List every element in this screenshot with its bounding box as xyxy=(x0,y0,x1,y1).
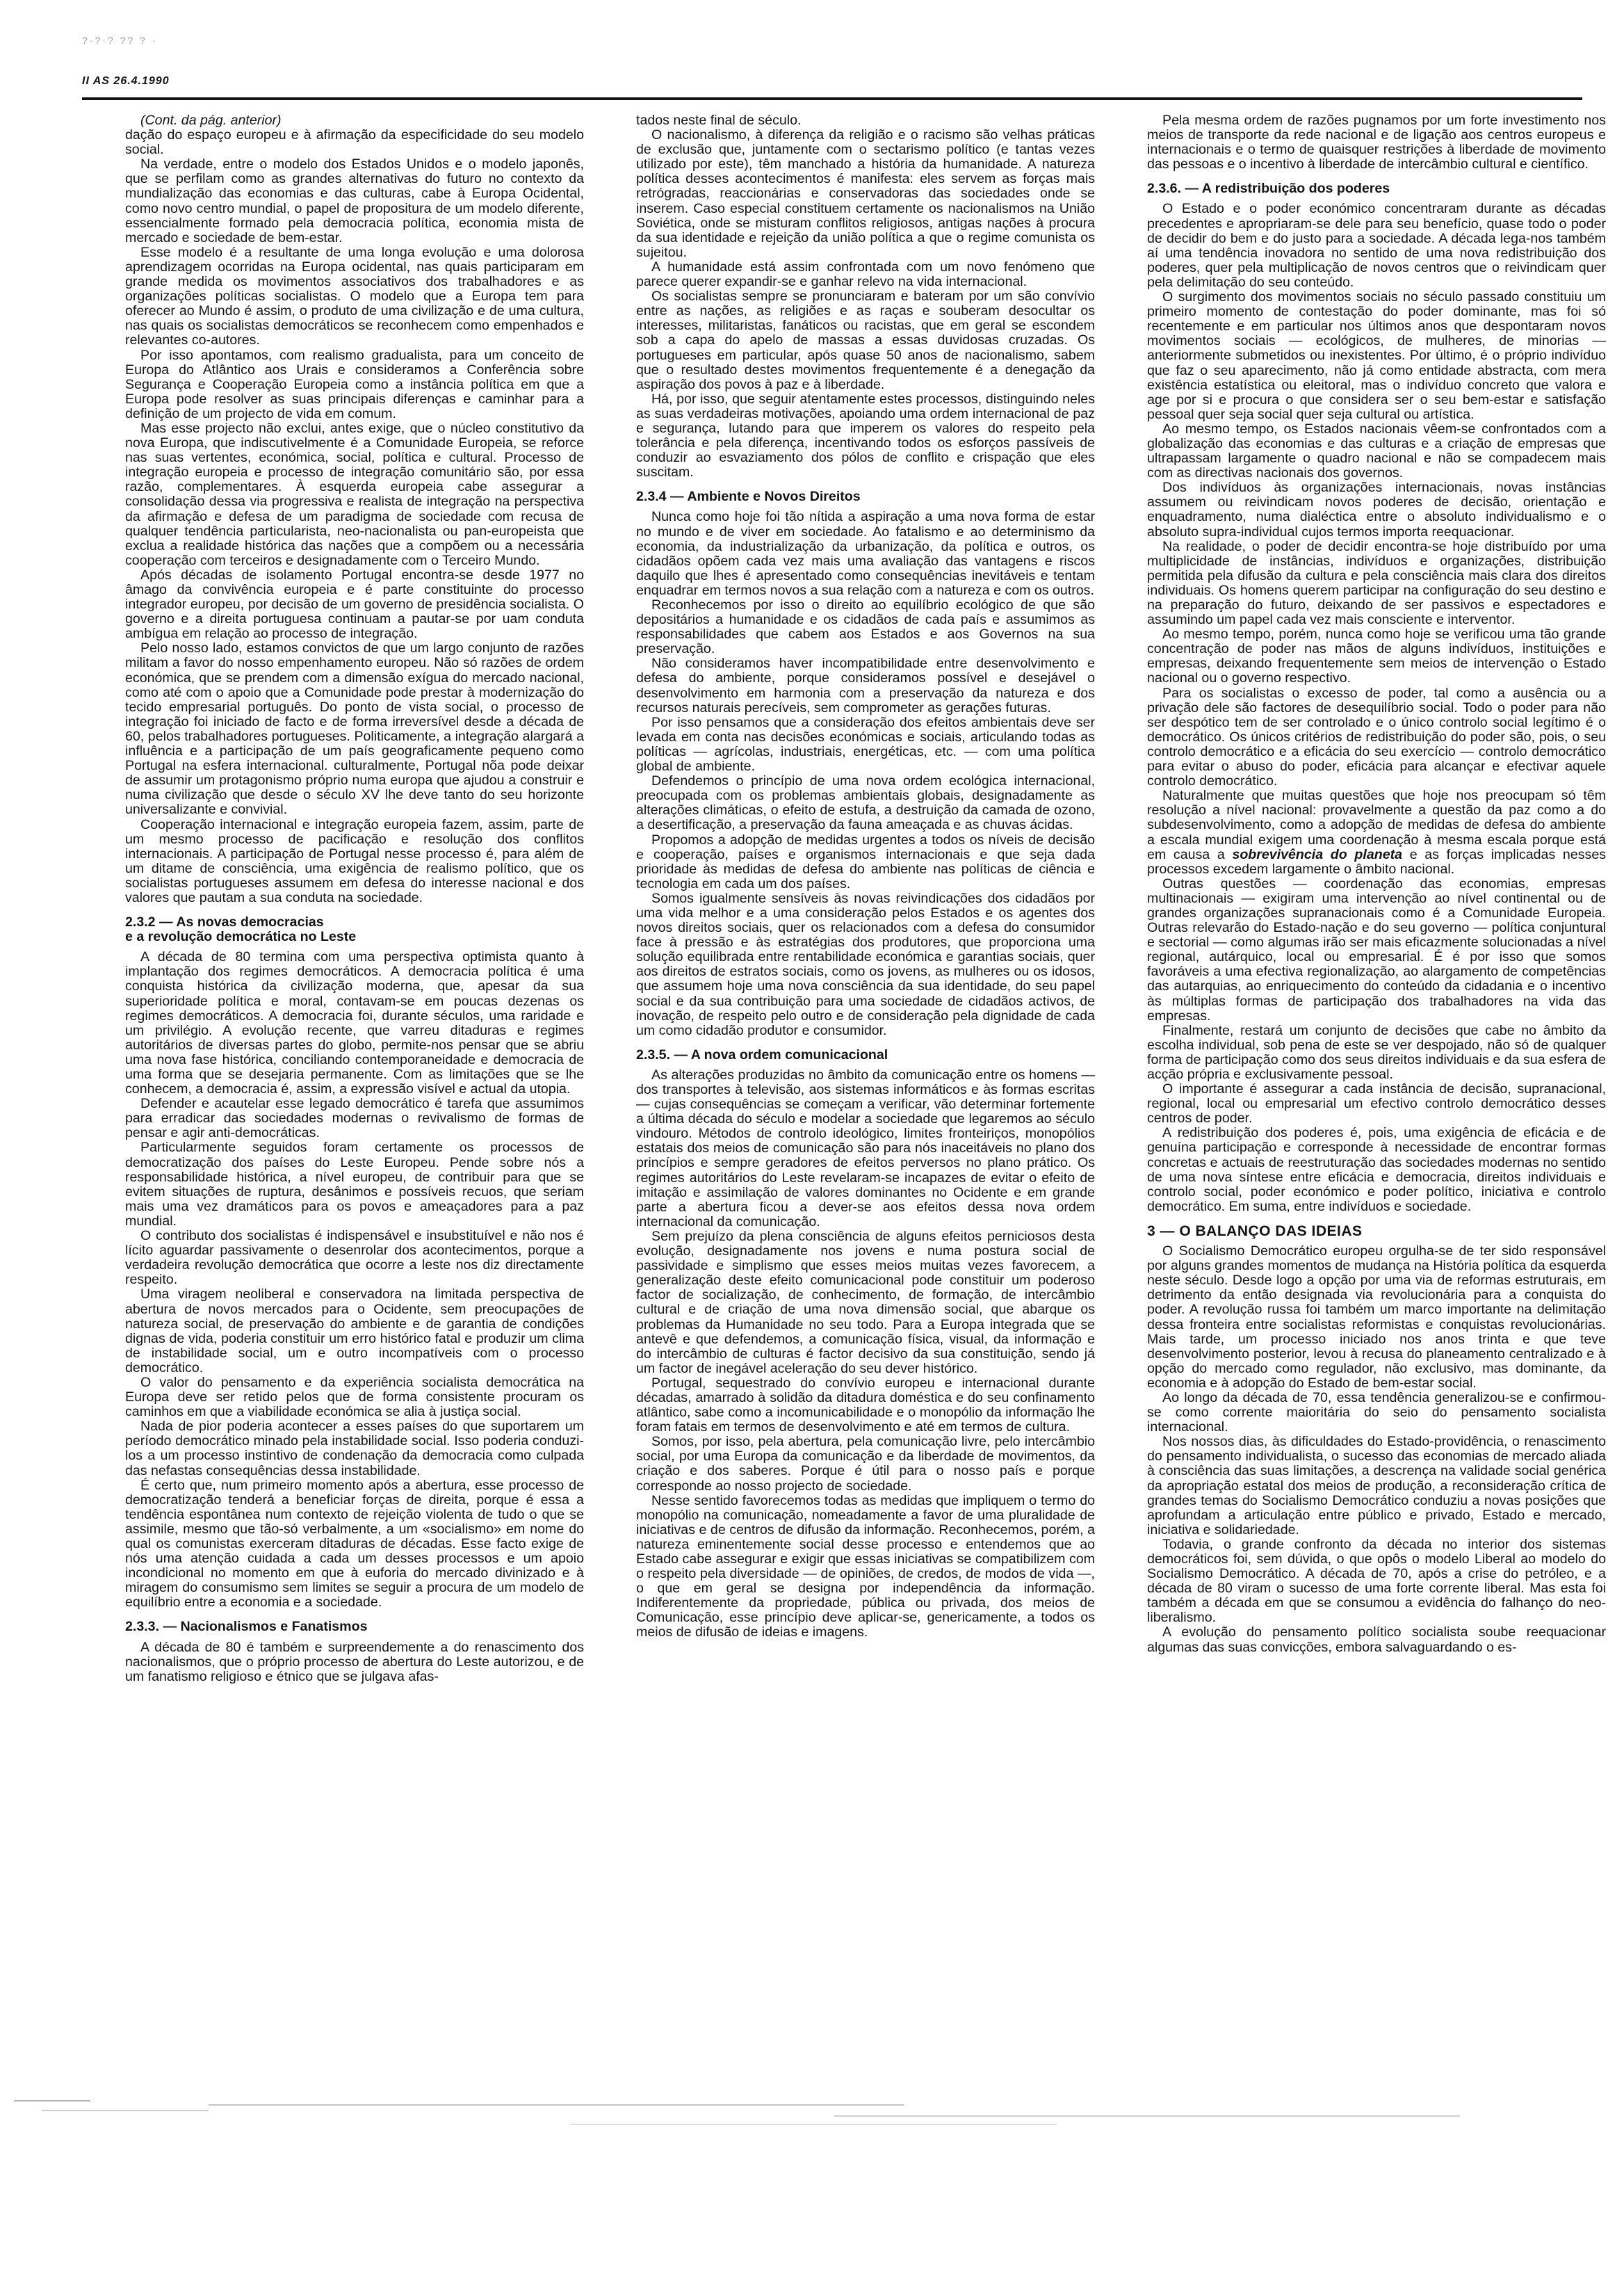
paragraph: Nos nossos dias, às dificuldades do Estado-providência, o renascimento do pensamento individualista, o sucesso das economias de mercado aliada à consciência das suas limitações, a descrença na validade social genérica da apropriação estatal dos meios de produção, a reconsideração crítica de grandes temas do Socialismo Democrático conduziu a novas posições que aprofundam a articulação entre público e privado, Estado e mercado, iniciativa e solidariedade. xyxy=(1147,1434,1606,1538)
paragraph: dação do espaço europeu e à afirmação da especificidade do seu modelo social. xyxy=(125,127,584,158)
section-heading-2-3-4: 2.3.4 — Ambiente e Novos Direitos xyxy=(636,489,861,505)
paragraph: Dos indivíduos às organizações internacionais, novas instâncias assumem ou reivindicam novos poderes de decisão, orientação e enquadramento, numa dialéctica entre o absoluto individualismo e o absoluto supra-individual cujos termos importa reequacionar. xyxy=(1147,480,1606,540)
scan-line xyxy=(570,2124,1057,2125)
scan-line xyxy=(14,2100,90,2101)
section-heading-3: 3 — O BALANÇO DAS IDEIAS xyxy=(1147,1222,1363,1239)
scan-line xyxy=(209,2104,904,2106)
heading-line: 2.3.2 — As novas democracias xyxy=(125,914,324,930)
paragraph: Os socialistas sempre se pronunciaram e bateram por um são convívio entre as nações, as religiões e as raças e souberam desocultar os interesses, militaristas, fanáticos ou racistas, que em geral se escondem sob a capa do apelo de massas a essas duvidosas cruzadas. Os portugueses em particular, após quase 50 anos de nacionalismo, sabem que o resultado destes movimentos frequentemente é a denegação da aspiração dos povos à paz e à liberdade. xyxy=(636,289,1095,392)
paragraph: Cooperação internacional e integração europeia fazem, assim, parte de um mesmo processo de pacificação e resolução dos conflitos internacionais. A participação de Portugal nesse processo é, para além de um ditame de consciência, uma exigência de realismo político, que os socialistas portugueses assumem em defesa do interesse nacional e dos valores que pautam a sua conduta na sociedade. xyxy=(125,816,584,905)
paragraph: Pela mesma ordem de razões pugnamos por um forte investimento nos meios de transporte da rede nacional e de ligação aos centros europeus e internacionais e o termo de quaisquer restrições à liberdade de movimento das pessoas e o incentivo à liberdade de intercâmbio cultural e científico. xyxy=(1147,113,1606,172)
page-mark: ?·?·? ?? ? · xyxy=(82,35,158,46)
paragraph: Uma viragem neoliberal e conservadora na limitada perspectiva de abertura de novos mercados para o Ocidente, sem preocupações de natureza social, de preservação do ambiente e de garantia de condições dignas de vida, poderia constituir um erro histórico fatal e produzir um clima de instabilidade social, um e outro incompatíveis com o processo democrático. xyxy=(125,1286,584,1375)
document-id: II AS 26.4.1990 xyxy=(82,75,170,87)
top-rule xyxy=(82,97,1582,100)
paragraph: Não consideramos haver incompatibilidade entre desenvolvimento e defesa do ambiente, porque consideramos possível e desejável o desenvolvimento em harmonia com a preservação da natureza e dos recursos naturais perecíveis, sem comprometer as gerações futuras. xyxy=(636,656,1095,716)
paragraph: Pelo nosso lado, estamos convictos de que um largo conjunto de razões militam a favor do nosso empenhamento europeu. Não só razões de ordem económica, que se prendem com a dimensão exígua do mercado nacional, como até com o apoio que a Comunidade pode prestar à modernização do tecido empresarial português. Do ponto de vista social, o processo de integração foi iniciado de facto e de forma irreversível desde a década de 60, pelos trabalhadores portugueses. Politicamente, a integração alargará a influência e a participação de um país geograficamente pequeno como Portugal na esfera internacional. culturalmente, Portugal nõa pode deixar de assumir um protagonismo próprio numa europa que ajudou a construir e numa civilização que desde o século XV lhe deve tanto do seu horizonte universalizante e convivial. xyxy=(125,640,584,818)
paragraph: Mas esse projecto não exclui, antes exige, que o núcleo constitutivo da nova Europa, que indiscutivelmente é a Comunidade Europeia, se reforce nas suas vertentes, económica, social, política e cultural. Processo de integração europeia e processo de integração comunitário são, por essa razão, complementares. À esquerda europeia cabe assegurar a consolidação dessa via progressiva e realista de integração na perspectiva da afirmação e defesa de um paradigma de sociedade com recusa de qualquer tendência particularista, neo-nacionalista ou pan-europeista que exclua a realidade histórica das nações que a compõem ou a necessária cooperação com terceiros e designadamente com o Terceiro Mundo. xyxy=(125,420,584,568)
paragraph: Todavia, o grande confronto da década no interior dos sistemas democráticos foi, sem dúvida, o que opôs o modelo Liberal ao modelo do Socialismo Democrático. A década de 70, após a crise do petróleo, e a década de 80 viram o sucesso de uma forte corrente liberal. Mas esta foi também a década em que se consumou a evidência do falhanço do neo-liberalismo. xyxy=(1147,1536,1606,1626)
text-run: e as forças implicadas nesses processos excedem largamente o âmbito nacional. xyxy=(1147,846,1606,877)
paragraph: O Socialismo Democrático europeu orgulha-se de ter sido responsável por alguns grandes momentos de mudança na História política da esquerda neste século. Desde logo a opção por uma via de reformas estruturais, em detrimento da então designada via revolucionária para a conquista do poder. A revolução russa foi também um marco importante na delimitação dessa fronteira entre socialistas reformistas e conquistas revolucionárias. Mais tarde, um processo iniciado nos anos trinta e que teve desenvolvimento posterior, levou à recusa do planeamento centralizado e à opção do mercado como regulador, não exclusivo, mas dominante, da economia e à adopção do Estado de bem-estar social. xyxy=(1147,1243,1606,1391)
column-2 xyxy=(636,113,1095,1994)
scan-artifact-lines xyxy=(0,2100,1624,2142)
paragraph: Particularmente seguidos foram certamente os processos de democratização dos países do Leste Europeu. Pende sobre nós a responsabilidade histórica, a nível europeu, de contribuir para que se evitem situações de ruptura, desânimos e possíveis recuos, que seriam mais uma vez dramáticos para os povos e ameaçadores para a paz mundial. xyxy=(125,1140,584,1229)
scan-line xyxy=(42,2110,209,2111)
paragraph: A evolução do pensamento político socialista soube reequacionar algumas das suas convicções, embora salvaguardando o es- xyxy=(1147,1624,1606,1655)
paragraph: Há, por isso, que seguir atentamente estes processos, distinguindo neles as suas verdadeiras motivações, apoiando uma ordem internacional de paz e segurança, lutando para que imperem os valores do respeito pela tolerância e pela diferença, incentivando todos os esforços passíveis de conduzir ao esvaziamento dos pólos de conflito e crispação que eles suscitam. xyxy=(636,391,1095,481)
scan-line xyxy=(834,2115,1460,2117)
paragraph: Outras questões — coordenação das economias, empresas multinacionais — exigiram uma intervenção ao nível continental ou de grandes organizações supranacionais como é a Comunidade Europeia. Outras relevarão do Estado-nação e do seu governo — política conjuntural e sectorial — como algumas irão ser mais eficazmente solucionadas a nível regional, autárquico, local ou empresarial. É é por isso que somos favoráveis a uma efectiva regionalização, ao alargamento de competências das autarquias, ao enriquecimento do conteúdo da cidadania e o incentivo às múltiplas formas de participação dos trabalhadores na vida das empresas. xyxy=(1147,875,1606,1024)
paragraph: O Estado e o poder económico concentraram durante as décadas precedentes e apropriaram-se dele para seu benefício, quase todo o poder de decidir do bem e do justo para a sociedade. A década lega-nos também aí uma tendência inovadora no sentido de uma nova redistribuição dos poderes, quer pela multiplicação de novos centros que o reivindicam quer pela delimitação do seu conteúdo. xyxy=(1147,201,1606,290)
section-heading-2-3-5: 2.3.5. — A nova ordem comunicacional xyxy=(636,1047,888,1063)
paragraph: O importante é assegurar a cada instância de decisão, supranacional, regional, local ou empresarial um efectivo controlo democrático desses centros de poder. xyxy=(1147,1081,1606,1127)
column-3 xyxy=(1147,113,1606,1994)
paragraph: Nesse sentido favorecemos todas as medidas que impliquem o termo do monopólio na comunicação, nomeadamente a favor de uma pluralidade de iniciativas e de centros de difusão da informação. Reconhecemos, porém, a natureza eminentemente social desse processo e entendemos que ao Estado cabe assegurar e exigir que essas iniciativas se compatibilizem com o respeito pela diversidade — de opiniões, de credos, de modos de vida —, o que em geral se designa por independência da informação. Indiferentemente da propriedade, pública ou privada, dos meios de Comunicação, esse princípio deve aplicar-se, genericamente, a todos os meios de difusão de ideias e imagens. xyxy=(636,1492,1095,1640)
paragraph: O valor do pensamento e da experiência socialista democrática na Europa deve ser retido pelos que de forma consistente procuram os caminhos em que a viabilidade económica se alia à justiça social. xyxy=(125,1374,584,1420)
paragraph: Por isso apontamos, com realismo gradualista, para um conceito de Europa do Atlântico aos Urais e consideramos a Conferência sobre Segurança e Cooperação Europeia como a instância política em que a Europa pode resolver as suas principais diferenças e caminhar para a definição de um projecto de vida em comum. xyxy=(125,347,584,421)
continued-note: (Cont. da pág. anterior) xyxy=(140,113,282,128)
paragraph: Para os socialistas o excesso de poder, tal como a ausência ou a privação dele são factores de desequilíbrio social. Todo o poder para não ser despótico tem de ser controlado e o único controlo social legítimo é o democrático. Os únicos critérios de redistribuição do poder são, pois, o seu controlo democrático e a eficácia do seu exercício — controlo democrático para evitar o abuso do poder, eficácia para alcançar e efectivar aquele controlo democrático. xyxy=(1147,685,1606,789)
paragraph: Sem prejuízo da plena consciência de alguns efeitos perniciosos desta evolução, designadamente nos jovens e numa postura social de passividade e simplismo que esses meios muitas vezes favorecem, a generalização deste efeito comunicacional pode constituir um poderoso factor de socialização, de conhecimento, de formação, de intercâmbio cultural e de criação de uma nova dimensão social, que abarque os problemas da Humanidade no seu todo. Para a Europa integrada que se antevê e que defendemos, a comunicação física, visual, da informação e do intercâmbio de culturas é factor decisivo da sua constituição, sendo já um factor de inegável aceleração do seu dever histórico. xyxy=(636,1228,1095,1376)
paragraph-with-emphasis xyxy=(1147,789,1606,877)
paragraph: O nacionalismo, à diferença da religião e o racismo são velhas práticas de exclusão que, juntamente com o sectarismo político (e tantas vezes utilizado por este), têm manchado a história da humanidade. A natureza política desses acontecimentos é manifesta: eles servem as forças mais retrógradas, reaccionárias e conservadoras das sociedades onde se inserem. Caso especial constituem certamente os nacionalismos na União Soviética, onde se misturam conflitos religiosos, antigas nações à procura da sua identidade e rejeição da união política a que o regime comunista os sujeitou. xyxy=(636,127,1095,260)
paragraph: Propomos a adopção de medidas urgentes a todos os níveis de decisão e cooperação, países e organismos internacionais e que seja dada prioridade às medidas de defesa do ambiente nas políticas de ciência e tecnologia em cada um dos países. xyxy=(636,832,1095,891)
paragraph: Ao mesmo tempo, porém, nunca como hoje se verificou uma tão grande concentração de poder nas mãos de alguns indivíduos, instituições e empresas, deixando frequentemente sem meios de intervenção o Estado nacional ou o governo respectivo. xyxy=(1147,627,1606,686)
paragraph: O contributo dos socialistas é indispensável e insubstituível e não nos é lícito aguardar passivamente o desenrolar dos acontecimentos, porque a verdadeira revolução democrática que ocorre a leste nos diz directamente respeito. xyxy=(125,1228,584,1288)
paragraph: Nada de pior poderia acontecer a esses países do que suportarem um período democrático minado pela instabilidade social. Isso poderia conduzi-los a um processo instintivo de condenação da democracia como culpada das nefastas consequências dessa instabilidade. xyxy=(125,1419,584,1478)
paragraph: Reconhecemos por isso o direito ao equilíbrio ecológico de que são depositários a humanidade e os cidadãos de cada país e assumimos as responsabilidades que cabem aos Estados e aos Governos na sua preservação. xyxy=(636,597,1095,657)
section-heading-2-3-3: 2.3.3. — Nacionalismos e Fanatismos xyxy=(125,1619,368,1635)
paragraph: Somos, por isso, pela abertura, pela comunicação livre, pelo intercâmbio social, por uma Europa da comunicação e da liberdade de movimentos, da criação e dos saberes. Porque é útil para o nosso país e porque corresponde ao nosso projecto de sociedade. xyxy=(636,1434,1095,1494)
paragraph: Na realidade, o poder de decidir encontra-se hoje distribuído por uma multiplicidade de instâncias, indivíduos e organizações, distribuição permitida pela difusão da cultura e pela consciência mais clara dos direitos individuais. Os homens querem participar na configuração do seu destino e na preparação do futuro, deixando de ser passivos e espectadores e assumindo um papel cada vez mais consciente e interventor. xyxy=(1147,538,1606,628)
article-columns xyxy=(125,113,1606,1994)
paragraph: As alterações produzidas no âmbito da comunicação entre os homens — dos transportes à televisão, aos sistemas informáticos e às formas escritas — cujas consequências se começam a verificar, vão determinar fortemente a última década do século e modelar a sociedade que legaremos ao século vindouro. Métodos de controlo ideológico, limites fronteiriços, monopólios estatais dos meios de comunicação são para nós inaceitáveis no plano dos princípios e sempre geradores de efeitos perversos no plano prático. Os regimes autoritários do Leste revelaram-se incapazes de evitar o efeito de imitação e assimilação de valores dominantes no Ocidente e em grande parte a abertura ficou a dever-se aos efeitos dessa nova ordem internacional da comunicação. xyxy=(636,1067,1095,1229)
paragraph: Por isso pensamos que a consideração dos efeitos ambientais deve ser levada em conta nas decisões económicas e sociais, articulando todas as políticas — agrícolas, industriais, energéticas, etc. — com uma política global de ambiente. xyxy=(636,714,1095,775)
paragraph: Defendemos o princípio de uma nova ordem ecológica internacional, preocupada com os problemas ambientais globais, designadamente as alterações climáticas, o efeito de estufa, a destruição da camada de ozono, a desertificação, a preservação da fauna ameaçada e as chuvas ácidas. xyxy=(636,773,1095,833)
paragraph: A década de 80 é também e surpreendemente a do renascimento dos nacionalismos, que o próprio processo de abertura do Leste autorizou, e de um fanatismo religioso e étnico que se julgava afas- xyxy=(125,1639,584,1684)
paragraph: Esse modelo é a resultante de uma longa evolução e uma dolorosa aprendizagem ocorridas na Europa ocidental, nas quais participaram em grande medida os movimentos associativos dos trabalhadores e as organizações políticas socialistas. O modelo que a Europa tem para oferecer ao Mundo é assim, o produto de uma civilização e de uma cultura, nas quais os socialistas democráticos se reconhecem como empenhados e relevantes co-autores. xyxy=(125,244,584,348)
paragraph: Nunca como hoje foi tão nítida a aspiração a uma nova forma de estar no mundo e de viver em sociedade. Ao fatalismo e ao determinismo da economia, da industrialização da urbanização, da política e outros, os cidadãos opõem cada vez mais uma avaliação das vantagens e riscos daquilo que lhes é apresentado como consequências inevitáveis e tentam enquadrar em termos novos a sua relação com a natureza e com os outros. xyxy=(636,509,1095,598)
section-heading-2-3-2 xyxy=(125,915,584,944)
paragraph: Finalmente, restará um conjunto de decisões que cabe no âmbito da escolha individual, sob pena de este se ver despojado, não só de qualquer forma de participação como dos seus direitos individuais e da sua esfera de acção própria e exclusivamente pessoal. xyxy=(1147,1022,1606,1082)
emphasis: sobrevivência do planeta xyxy=(1232,846,1403,862)
paragraph: A década de 80 termina com uma perspectiva optimista quanto à implantação dos regimes democráticos. A democracia política é uma conquista histórica da civilização moderna, que, apesar da sua superioridade política e moral, contavam-se em poucas dezenas os regimes democráticos. A democracia foi, durante séculos, uma raridade e um privilégio. A evolução recente, que varreu ditaduras e regimes autoritários de diversas partes do globo, permite-nos pensar que se abriu uma nova fase histórica, conciliando contemporaneidade e democracia de uma forma que se desejaria permanente. Com as limitações que se lhe conhecem, a democracia é, assim, a expressão visível e actual da utopia. xyxy=(125,949,584,1097)
section-heading-2-3-6: 2.3.6. — A redistribuição dos poderes xyxy=(1147,181,1390,197)
column-1 xyxy=(125,113,584,1994)
paragraph: Na verdade, entre o modelo dos Estados Unidos e o modelo japonês, que se perfilam como as grandes alternativas do futuro no contexto da mundialização das economias e das culturas, cabe à Europa Ocidental, como novo centro mundial, o papel de propositura de um modelo diferente, essencialmente formado pela democracia política, economia mista de mercado e sociedade de bem-estar. xyxy=(125,156,584,245)
paragraph: O surgimento dos movimentos sociais no século passado constituiu um primeiro momento de contestação do poder dominante, mas foi só recentemente e em particular nos últimos anos que despontaram novos movimentos sociais — ecológicos, de mulheres, de minorias — anteriormente submetidos ou inexistentes. Por último, é o próprio indivíduo que faz o seu aparecimento, não já como entidade abstracta, com mera existência estatística ou eleitoral, mas o indivíduo concreto que valora e age por si e procura o que considera ser o seu bem-estar e satisfação pessoal quer seja social quer seja cultural ou artística. xyxy=(1147,289,1606,422)
paragraph: Portugal, sequestrado do convívio europeu e internacional durante décadas, amarrado à solidão da ditadura doméstica e do seu confinamento atlântico, sabe como a incomunicabilidade e o monopólio da informação lhe foram fatais em termos de desenvolvimento e até em termos de cultura. xyxy=(636,1375,1095,1435)
paragraph: É certo que, num primeiro momento após a abertura, esse processo de democratização tenderá a beneficiar forças de direita, porque é essa a tendência espontânea num contexto de rejeição violenta de tudo o que se assimile, mesmo que tão-só verbalmente, a um «socialismo» em nome do qual os comunistas exerceram ditaduras de décadas. Esse facto exige de nós uma atenção cuidada a cada um desses processos e um apoio incondicional no momento em que à euforia do mercado divinizado e à miragem do consumismo sem limites se seguir a procura de um modelo de equilíbrio entre a economia e a sociedade. xyxy=(125,1477,584,1611)
paragraph: Somos igualmente sensíveis às novas reivindicações dos cidadãos por uma vida melhor e a uma consideração pelos Estados e os agentes dos novos direitos sociais, quer os relacionados com a defesa do consumidor face à pressão e às estratégias dos produtores, que proporciona uma solução equilibrada entre rentabilidade económica e garantias sociais, quer aos direitos de estratos sociais, como os jovens, as mulheres ou os idosos, que assumem hoje uma nova consciência da sua identidade, do seu papel social e da sua contribuição para uma sociedade de cidadãos activos, de inovação, de respeito pelo outro e de consideração pela dignidade de cada um como cidadão produtor e consumidor. xyxy=(636,890,1095,1038)
paragraph: Após décadas de isolamento Portugal encontra-se desde 1977 no âmago da convivência europeia e é parte constituinte do processo integrador europeu, por decisão de um governo de presidência socialista. O governo e a direita portuguesa continuam a pautar-se por uam conduta ambígua em relação ao processo de integração. xyxy=(125,567,584,642)
text-run: Naturalmente que muitas questões que hoje nos preocupam só têm resolução a nível nacional: provavelmente a questão da paz como a do subdesenvolvimento, como a adopção de medidas de defesa do ambiente a escala mundial exigem uma coordenação à mesma escala porque está em causa a xyxy=(1147,788,1606,862)
heading-line: e a revolução democrática no Leste xyxy=(125,929,357,945)
paragraph: Ao longo da década de 70, essa tendência generalizou-se e confirmou-se como corrente maioritária do seio do pensamento socialista internacional. xyxy=(1147,1389,1606,1435)
paragraph: A redistribuição dos poderes é, pois, uma exigência de eficácia e de genuína participação e corresponde à necessidade de encontrar formas concretas e actuais de reestruturação das sociedades modernas no sentido de uma nova síntese entre eficácia e democracia, direitos individuais e controlo social, poder económico e poder político, iniciativa e controlo democrático. Em suma, entre indivíduos e sociedade. xyxy=(1147,1125,1606,1214)
paragraph: Defender e acautelar esse legado democrático é tarefa que assumimos para erradicar das sociedades modernas o revivalismo de formas de pensar e agir anti-democráticas. xyxy=(125,1096,584,1141)
paragraph: tados neste final de século. xyxy=(636,113,802,128)
paragraph: Ao mesmo tempo, os Estados nacionais vêem-se confrontados com a globalização das economias e das culturas e a criação de empresas que ultrapassam largamente o quadro nacional e não se compadecem mais com as directivas nacionais dos governos. xyxy=(1147,421,1606,481)
paragraph: A humanidade está assim confrontada com um novo fenómeno que parece querer expandir-se e ganhar relevo na vida internacional. xyxy=(636,259,1095,290)
